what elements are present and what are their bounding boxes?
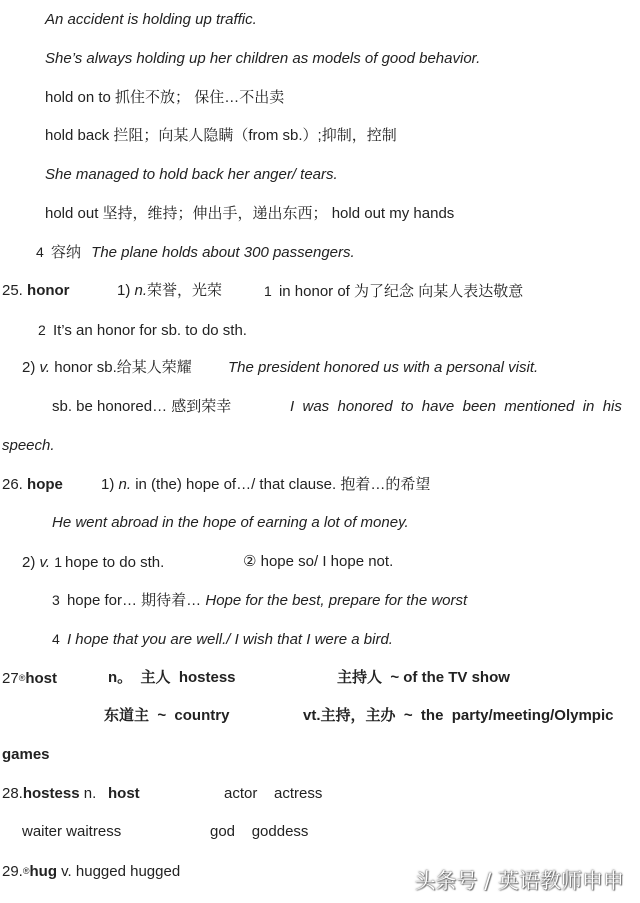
sense-number: 1) (117, 282, 131, 299)
entry-mark: ® (18, 673, 26, 683)
sense-line (36, 242, 355, 262)
item-number: 1 (54, 554, 63, 570)
phrase-definition: hold back 拦阻；向某人隐瞒（from sb.）;抑制，控制 (45, 127, 397, 144)
entry-hope (2, 475, 63, 495)
sense-definition: 容纳 (50, 244, 81, 261)
example-sentence: She managed to hold back her anger/ tears. (45, 166, 338, 183)
phrase-text: in honor of 为了纪念 向某人表达敬意 (278, 283, 524, 300)
sense-line (22, 552, 164, 572)
entry-hug (2, 861, 180, 881)
item-number: 1 (264, 283, 272, 299)
entry-number: 25. (2, 282, 23, 299)
entry-honor (2, 281, 70, 301)
entry-number: 26. (2, 476, 23, 493)
entry-word: hope (27, 476, 63, 493)
example-sentence: Hope for the best, prepare for the worst (205, 592, 468, 609)
phrase-definition (52, 629, 393, 649)
item-number: 2 (38, 322, 46, 338)
sense-line (117, 281, 222, 301)
sense-line (101, 475, 430, 495)
part-of-speech: v. (39, 359, 51, 376)
entry-number: 28. (2, 785, 23, 802)
entry-mark: ® (22, 866, 30, 876)
part-of-speech: n. (118, 476, 132, 493)
phrase-definition (243, 552, 393, 572)
related-word: god goddess (210, 823, 309, 840)
phrase-definition (38, 320, 247, 340)
example-sentence: I was honored to have been mentioned in his (290, 398, 622, 415)
sense-number: 1) (101, 476, 115, 493)
related-word: waiter waitress (22, 823, 122, 840)
sense-number: 2) (22, 359, 36, 376)
entry-word: hug (29, 863, 57, 880)
phrase-definition: hold on to 抓住不放； 保住…不出卖 (45, 89, 285, 106)
phrase-text: hope for… 期待着… (66, 592, 202, 609)
example-sentence: An accident is holding up traffic. (45, 11, 257, 28)
item-number: 4 (52, 631, 60, 647)
entry-word: hostess (22, 785, 80, 802)
sense-definition: honor sb.给某人荣耀 (54, 359, 192, 376)
example-sentence: speech. (2, 437, 55, 454)
sense-number: 2) (22, 554, 36, 571)
sense-line (22, 358, 192, 378)
sense-definition: 荣誉，光荣 (147, 282, 223, 299)
related-word: actor actress (224, 785, 323, 802)
sense-definition: in (the) hope of…/ that clause. 抱着…的希望 (135, 476, 431, 493)
entry-word: host (25, 670, 57, 687)
phrase-definition (264, 281, 523, 302)
example-sentence: She’s always holding up her children as models of good behavior. (45, 50, 481, 67)
entry-hostess (2, 784, 96, 804)
example-sentence: The plane holds about 300 passengers. (91, 244, 355, 261)
sense-definition: vt.主持，主办 ~ the party/meeting/Olympic (303, 707, 614, 724)
example-sentence: I hope that you are well./ I wish that I were a bird. (66, 631, 393, 648)
phrase-definition: hold out 坚持，维持；伸出手，递出东西； hold out my hands (45, 205, 455, 222)
sense-definition: games (2, 746, 50, 763)
item-number: 4 (36, 244, 44, 260)
source-watermark: 头条号 / 英语教师申申 (414, 869, 624, 893)
part-of-speech: n. (83, 785, 97, 802)
related-word: host (108, 785, 140, 802)
sense-definition: 东道主 ~ country (104, 707, 230, 724)
phrase-text: It’s an honor for sb. to do sth. (52, 322, 247, 339)
sense-definition: n。 主人 hostess (108, 669, 236, 686)
phrase-text: hope so/ I hope not. (260, 553, 394, 570)
entry-host (2, 668, 57, 688)
entry-number: 29. (2, 863, 23, 880)
phrase-definition: sb. be honored… 感到荣幸 (52, 398, 232, 415)
entry-number: 27 (2, 670, 19, 687)
phrase-definition (52, 590, 467, 610)
example-sentence: He went abroad in the hope of earning a lot of money. (52, 514, 409, 531)
sense-definition: v. hugged hugged (61, 863, 181, 880)
example-sentence: The president honored us with a personal visit. (228, 359, 539, 376)
item-number: 3 (52, 592, 60, 608)
part-of-speech: n. (134, 282, 148, 299)
item-number: ② (243, 553, 257, 570)
part-of-speech: v. (39, 554, 51, 571)
entry-word: honor (27, 282, 70, 299)
phrase-text: hope to do sth. (65, 554, 165, 571)
sense-definition: 主持人 ~ of the TV show (337, 669, 510, 686)
